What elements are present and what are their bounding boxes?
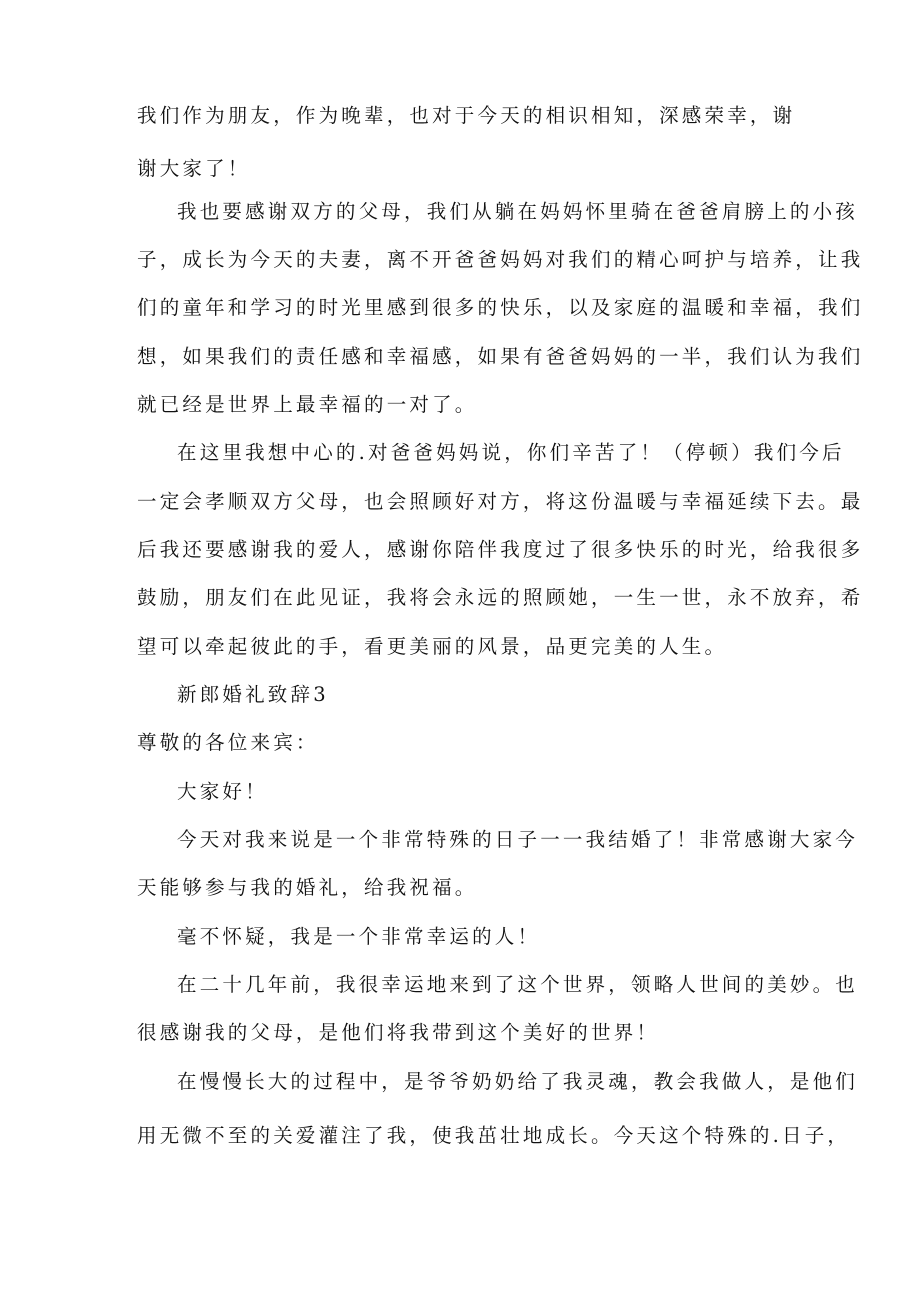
paragraph-line: 子，成长为今天的夫妻，离不开爸爸妈妈对我们的精心呵护与培养，让我 xyxy=(137,248,864,271)
paragraph-line: 很感谢我的父母，是他们将我带到这个美好的世界！ xyxy=(137,1021,660,1044)
paragraph-line: 一定会孝顺双方父母，也会照顾好对方，将这份温暖与幸福延续下去。最 xyxy=(137,490,864,513)
paragraph-line: 我们作为朋友，作为晚辈，也对于今天的相识相知，深感荣幸，谢 xyxy=(137,104,796,127)
greeting: 大家好！ xyxy=(177,780,268,803)
paragraph-line: 用无微不至的关爱灌注了我，使我茁壮地成长。今天这个特殊的.日子， xyxy=(137,1124,851,1147)
paragraph-line: 今天对我来说是一个非常特殊的日子一一我结婚了！非常感谢大家今 xyxy=(177,828,859,851)
paragraph-line: 天能够参与我的婚礼，给我祝福。 xyxy=(137,876,478,899)
paragraph-line: 想，如果我们的责任感和幸福感，如果有爸爸妈妈的一半，我们认为我们 xyxy=(137,345,864,368)
paragraph-line: 在慢慢长大的过程中，是爷爷奶奶给了我灵魂，教会我做人，是他们 xyxy=(177,1070,859,1093)
section-heading: 新郎婚礼致辞3 xyxy=(177,683,329,706)
paragraph-line: 们的童年和学习的时光里感到很多的快乐，以及家庭的温暖和幸福，我们 xyxy=(137,296,864,319)
paragraph-line: 谢大家了！ xyxy=(137,157,251,180)
paragraph-line: 在这里我想中心的.对爸爸妈妈说，你们辛苦了！（停顿）我们今后 xyxy=(177,441,845,464)
paragraph-line: 望可以牵起彼此的手，看更美丽的风景，品更完美的人生。 xyxy=(137,635,728,658)
paragraph-line: 就已经是世界上最幸福的一对了。 xyxy=(137,393,478,416)
salutation: 尊敬的各位来宾： xyxy=(137,731,319,754)
paragraph-line: 在二十几年前，我很幸运地来到了这个世界，领略人世间的美妙。也 xyxy=(177,973,859,996)
paragraph-line: 我也要感谢双方的父母，我们从躺在妈妈怀里骑在爸爸肩膀上的小孩 xyxy=(177,200,859,223)
paragraph-line: 毫不怀疑，我是一个非常幸运的人！ xyxy=(177,925,541,948)
paragraph-line: 后我还要感谢我的爱人，感谢你陪伴我度过了很多快乐的时光，给我很多 xyxy=(137,538,864,561)
paragraph-line: 鼓励，朋友们在此见证，我将会永远的照顾她，一生一世，永不放弃，希 xyxy=(137,586,864,609)
